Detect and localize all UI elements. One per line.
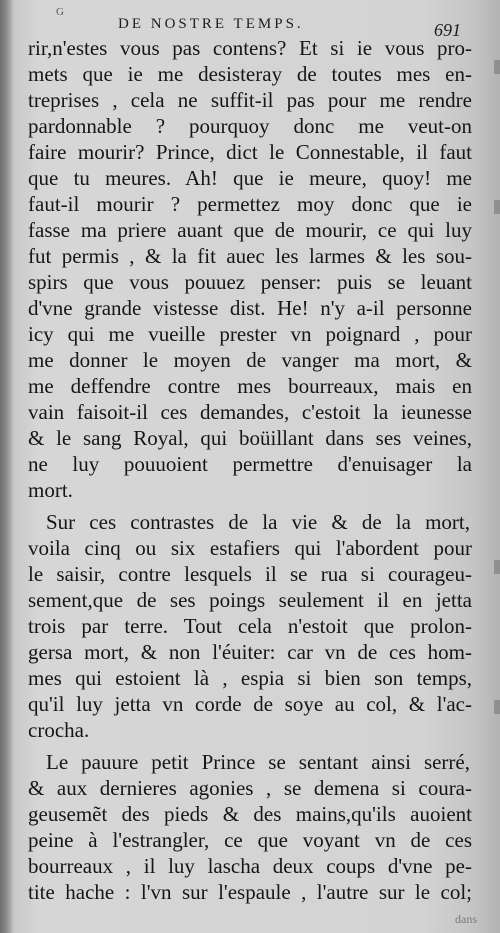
text-line: & le sang Royal, qui boüillant dans ses veines, xyxy=(28,426,472,450)
text-line: & aux dernieres agonies , se demena si coura- xyxy=(28,776,472,800)
running-head: DE NOSTRE TEMPS. xyxy=(118,16,304,32)
stray-mark: G xyxy=(56,6,64,18)
text-line: d'vne grande vistesse dist. He! n'y a-il personne xyxy=(28,296,472,320)
text-line: le saisir, contre lesquels il se rua si courageu- xyxy=(28,562,472,586)
text-line: fasse ma priere auant que de mourir, ce qui luy xyxy=(28,218,472,242)
text-line: mets que ie me desisteray de toutes mes en- xyxy=(28,62,472,86)
text-line: crocha. xyxy=(28,718,90,742)
margin-speck xyxy=(494,200,500,214)
text-line: gersa mort, & non l'éuiter: car vn de ces hom- xyxy=(28,640,472,664)
text-line: bourreaux , il luy lascha deux coups d'vne pe- xyxy=(28,854,472,878)
text-line: fut permis , & la fit auec les larmes & les sou- xyxy=(28,244,472,268)
text-line: me donner le moyen de vanger ma mort, & xyxy=(28,348,472,372)
margin-speck xyxy=(494,60,500,74)
text-line: voila cinq ou six estafiers qui l'abordent pour xyxy=(28,536,472,560)
text-line: pardonnable ? pourquoy donc me veut-on xyxy=(28,114,472,138)
text-line: Sur ces contrastes de la vie & de la mort, xyxy=(46,510,470,534)
text-line: tite hache : l'vn sur l'espaule , l'autre sur le col; xyxy=(28,880,472,904)
text-line: ne luy pouuoient permettre d'enuisager la xyxy=(28,452,472,476)
margin-speck xyxy=(494,560,500,574)
text-line: sement,que de ses poings seulement il en jetta xyxy=(28,588,472,612)
text-line: mort. xyxy=(28,478,73,502)
body-text xyxy=(0,36,500,926)
catchword: dans xyxy=(455,912,477,926)
text-line: trois par terre. Tout cela n'estoit que prolon- xyxy=(28,614,472,638)
page-number: 691 xyxy=(434,20,461,40)
text-line: treprises , cela ne suffit-il pas pour me rendre xyxy=(28,88,472,112)
text-line: me deffendre contre mes bourreaux, mais en xyxy=(28,374,472,398)
text-line: vain faisoit-il ces demandes, c'estoit la ieunesse xyxy=(28,400,472,424)
margin-speck xyxy=(494,700,500,714)
text-line: spirs que vous pouuez penser: puis se leuant xyxy=(28,270,472,294)
text-line: rir,n'estes vous pas contens? Et si ie vous pro- xyxy=(28,36,472,60)
text-line: que tu meures. Ah! que ie meure, quoy! me xyxy=(28,166,472,190)
text-line: Le pauure petit Prince se sentant ainsi serré, xyxy=(46,750,470,774)
page-header xyxy=(0,6,500,40)
text-line: qu'il luy jetta vn corde de soye au col, & l'ac- xyxy=(28,692,472,716)
text-line: mes qui estoient là , espia si bien son temps, xyxy=(28,666,472,690)
text-line: faut-il mourir ? permettez moy donc que ie xyxy=(28,192,472,216)
text-line: peine à l'estrangler, ce que voyant vn de ces xyxy=(28,828,472,852)
text-line: geusemẽt des pieds & des mains,qu'ils auoient xyxy=(28,802,472,826)
text-line: faire mourir? Prince, dict le Connestable, il faut xyxy=(28,140,472,164)
text-line: icy qui me vueille prester vn poignard , pour xyxy=(28,322,472,346)
